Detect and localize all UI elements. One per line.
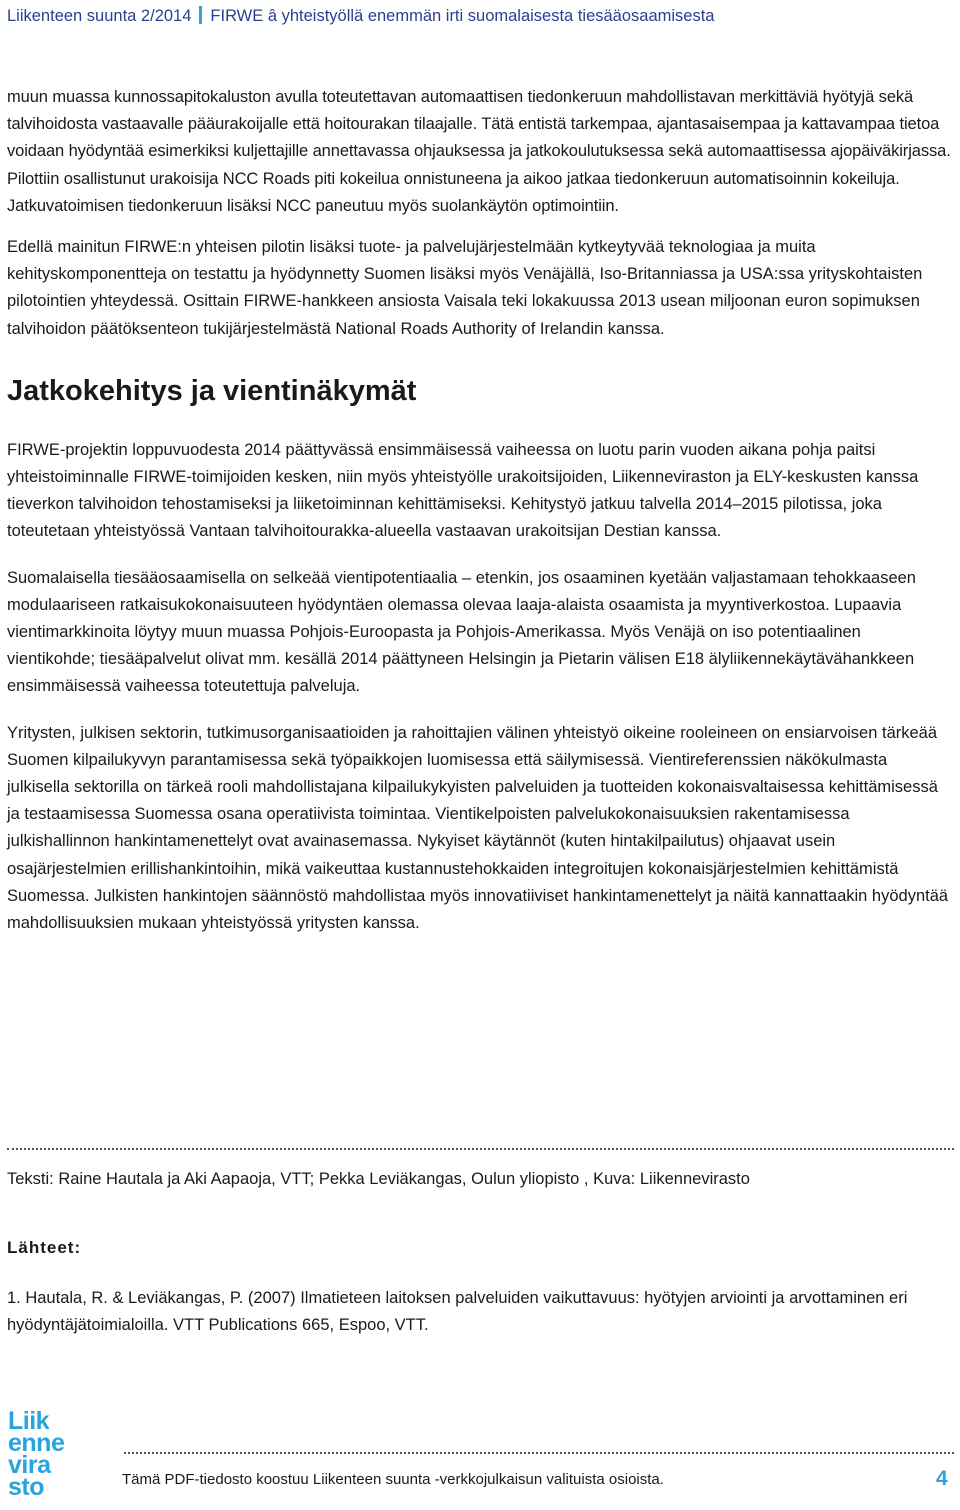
references-title: Lähteet: (7, 1238, 82, 1257)
reference-item: 1. Hautala, R. & Leviäkangas, P. (2007) Ilmatieteen laitoksen palveluiden vaikuttavuus: hyötyjen arviointi ja arvottaminen eri hyödyntäjätoimialoilla. VTT Publications 665, Espoo, VTT. (7, 1289, 908, 1334)
article-title: FIRWE â yhteistyöllä enemmän irti suomalaisesta tiesääosaamisesta (210, 7, 715, 25)
logo-line: vira (8, 1451, 51, 1479)
article-body (7, 84, 952, 937)
section-heading: Jatkokehitys ja vientinäkymät (7, 374, 417, 407)
page-header (7, 6, 952, 26)
logo-line: enne (8, 1429, 65, 1457)
section-divider (7, 1148, 954, 1150)
credits-line: Teksti: Raine Hautala ja Aki Aapaoja, VTT; Pekka Leviäkangas, Oulun yliopisto , Kuva: Liikennevirasto (7, 1170, 750, 1188)
footer-note: Tämä PDF-tiedosto koostuu Liikenteen suunta -verkkojulkaisun valituista osioista. (122, 1471, 664, 1488)
paragraph-4: Suomalaisella tiesääosaamisella on selkeää vientipotentiaalia – etenkin, jos osaaminen kyetään valjastamaan tehokkaaseen modulaariseen ratkaisukokonaisuuteen hyödyntäen olemassa olevaa laaja-alaista osaamista ja myyntiverkostoa. Lupaavia vientimarkkinoita löytyy muun muassa Pohjois-Euroopasta ja Pohjois-Amerikassa. Myös Venäjä on iso potentiaalinen vientikohde; tiesääpalvelut olivat mm. kesällä 2014 päättyneen Helsingin ja Pietarin välisen E18 älyliikennekäytävähankkeen ensimmäisessä vaiheessa toteutettuja palveluja. (7, 568, 916, 696)
page-number: 4 (936, 1467, 948, 1490)
footer-divider (124, 1452, 954, 1454)
header-separator (199, 6, 202, 24)
logo-line: Liik (8, 1407, 50, 1435)
paragraph-5: Yritysten, julkisen sektorin, tutkimusorganisaatioiden ja rahoittajien välinen yhteistyö oikeine rooleineen on ensiarvoisen tärkeää Suomen kilpailukyvyn parantamisessa sekä työpaikkojen luomisessa että säilymisessä. Vientireferenssien näkökulmasta julkisella sektorilla on tärkeä rooli mahdollistajana kilpailukykyisten palveluiden ja tuotteiden kokonaisvaltaisessa kehittämisessä ja testaamisessa Suomessa osana operatiivista toimintaa. Vientikelpoisten palvelukokonaisuuksien rakentamisessa julkishallinnon hankintamenettelyt ovat avainasemassa. Nykyiset käytännöt (kuten hintakilpailutus) ohjaavat usein osajärjestelmien erillishankintoihin, mikä vaikeuttaa kustannustehokkaiden integroitujen kokonaisjärjestelmien kehittämistä Suomessa. Julkisten hankintojen säännöstö mahdollistaa myös innovatiiviset hankintamenettelyt ja näitä kannattaakin hyödyntää mahdollisuuksien mukaan yhteistyössä yritysten kanssa. (7, 723, 949, 933)
paragraph-2: Edellä mainitun FIRWE:n yhteisen pilotin lisäksi tuote- ja palvelujärjestelmään kytkeytyvää teknologiaa ja muita kehityskomponentteja on testattu ja hyödynnetty Suomen lisäksi myös Venäjällä, Iso-Britanniassa ja USA:ssa yrityskohtaisten pilotointien yhteydessä. Osittain FIRWE-hankkeen ansiosta Vaisala teki lokakuussa 2013 usean miljoonan euron sopimuksen talvihoidon päätöksenteon tukijärjestelmästä National Roads Authority of Irelandin kanssa. (7, 238, 923, 338)
publication-name: Liikenteen suunta 2/2014 (7, 7, 192, 25)
paragraph-3: FIRWE-projektin loppuvuodesta 2014 päättyvässä ensimmäisessä vaiheessa on luotu parin vuoden aikana pohja paitsi yhteistoiminnalle FIRWE-toimijoiden kesken, niin myös yhteistyölle urakoitsijoiden, Liikenneviraston ja ELY-keskusten kanssa tieverkon talvihoidon tehostamiseksi ja liiketoiminnan kehittämiseksi. Kehitystyö jatkuu talvella 2014–2015 pilotissa, joka toteutetaan yhteistyössä Vantaan talvihoitourakka-alueella vastaavan urakoitsijan Destian kanssa. (7, 440, 919, 541)
liikennevirasto-logo (8, 1407, 98, 1501)
paragraph-1: muun muassa kunnossapitokaluston avulla toteutettavan automaattisen tiedonkeruun mahdollistavan merkittäviä hyötyjä sekä talvihoidosta vastaavalle pääurakoijalle että hoitourakan tilaajalle. Tätä entistä tarkempaa, ajantasaisempaa ja kattavampaa tietoa voidaan hyödyntää esimerkiksi kuljettajille annettavassa ohjauksessa ja jatkokoulutuksessa sekä automaattisessa ajopäiväkirjassa. Pilottiin osallistunut urakoisija NCC Roads piti kokeilua onnistuneena ja aikoo jatkaa tiedonkeruun automatisoinnin kokeiluja. Jatkuvatoimisen tiedonkeruun lisäksi NCC paneutuu myös suolankäytön optimointiin. (7, 88, 951, 215)
logo-line: sto (8, 1473, 44, 1501)
